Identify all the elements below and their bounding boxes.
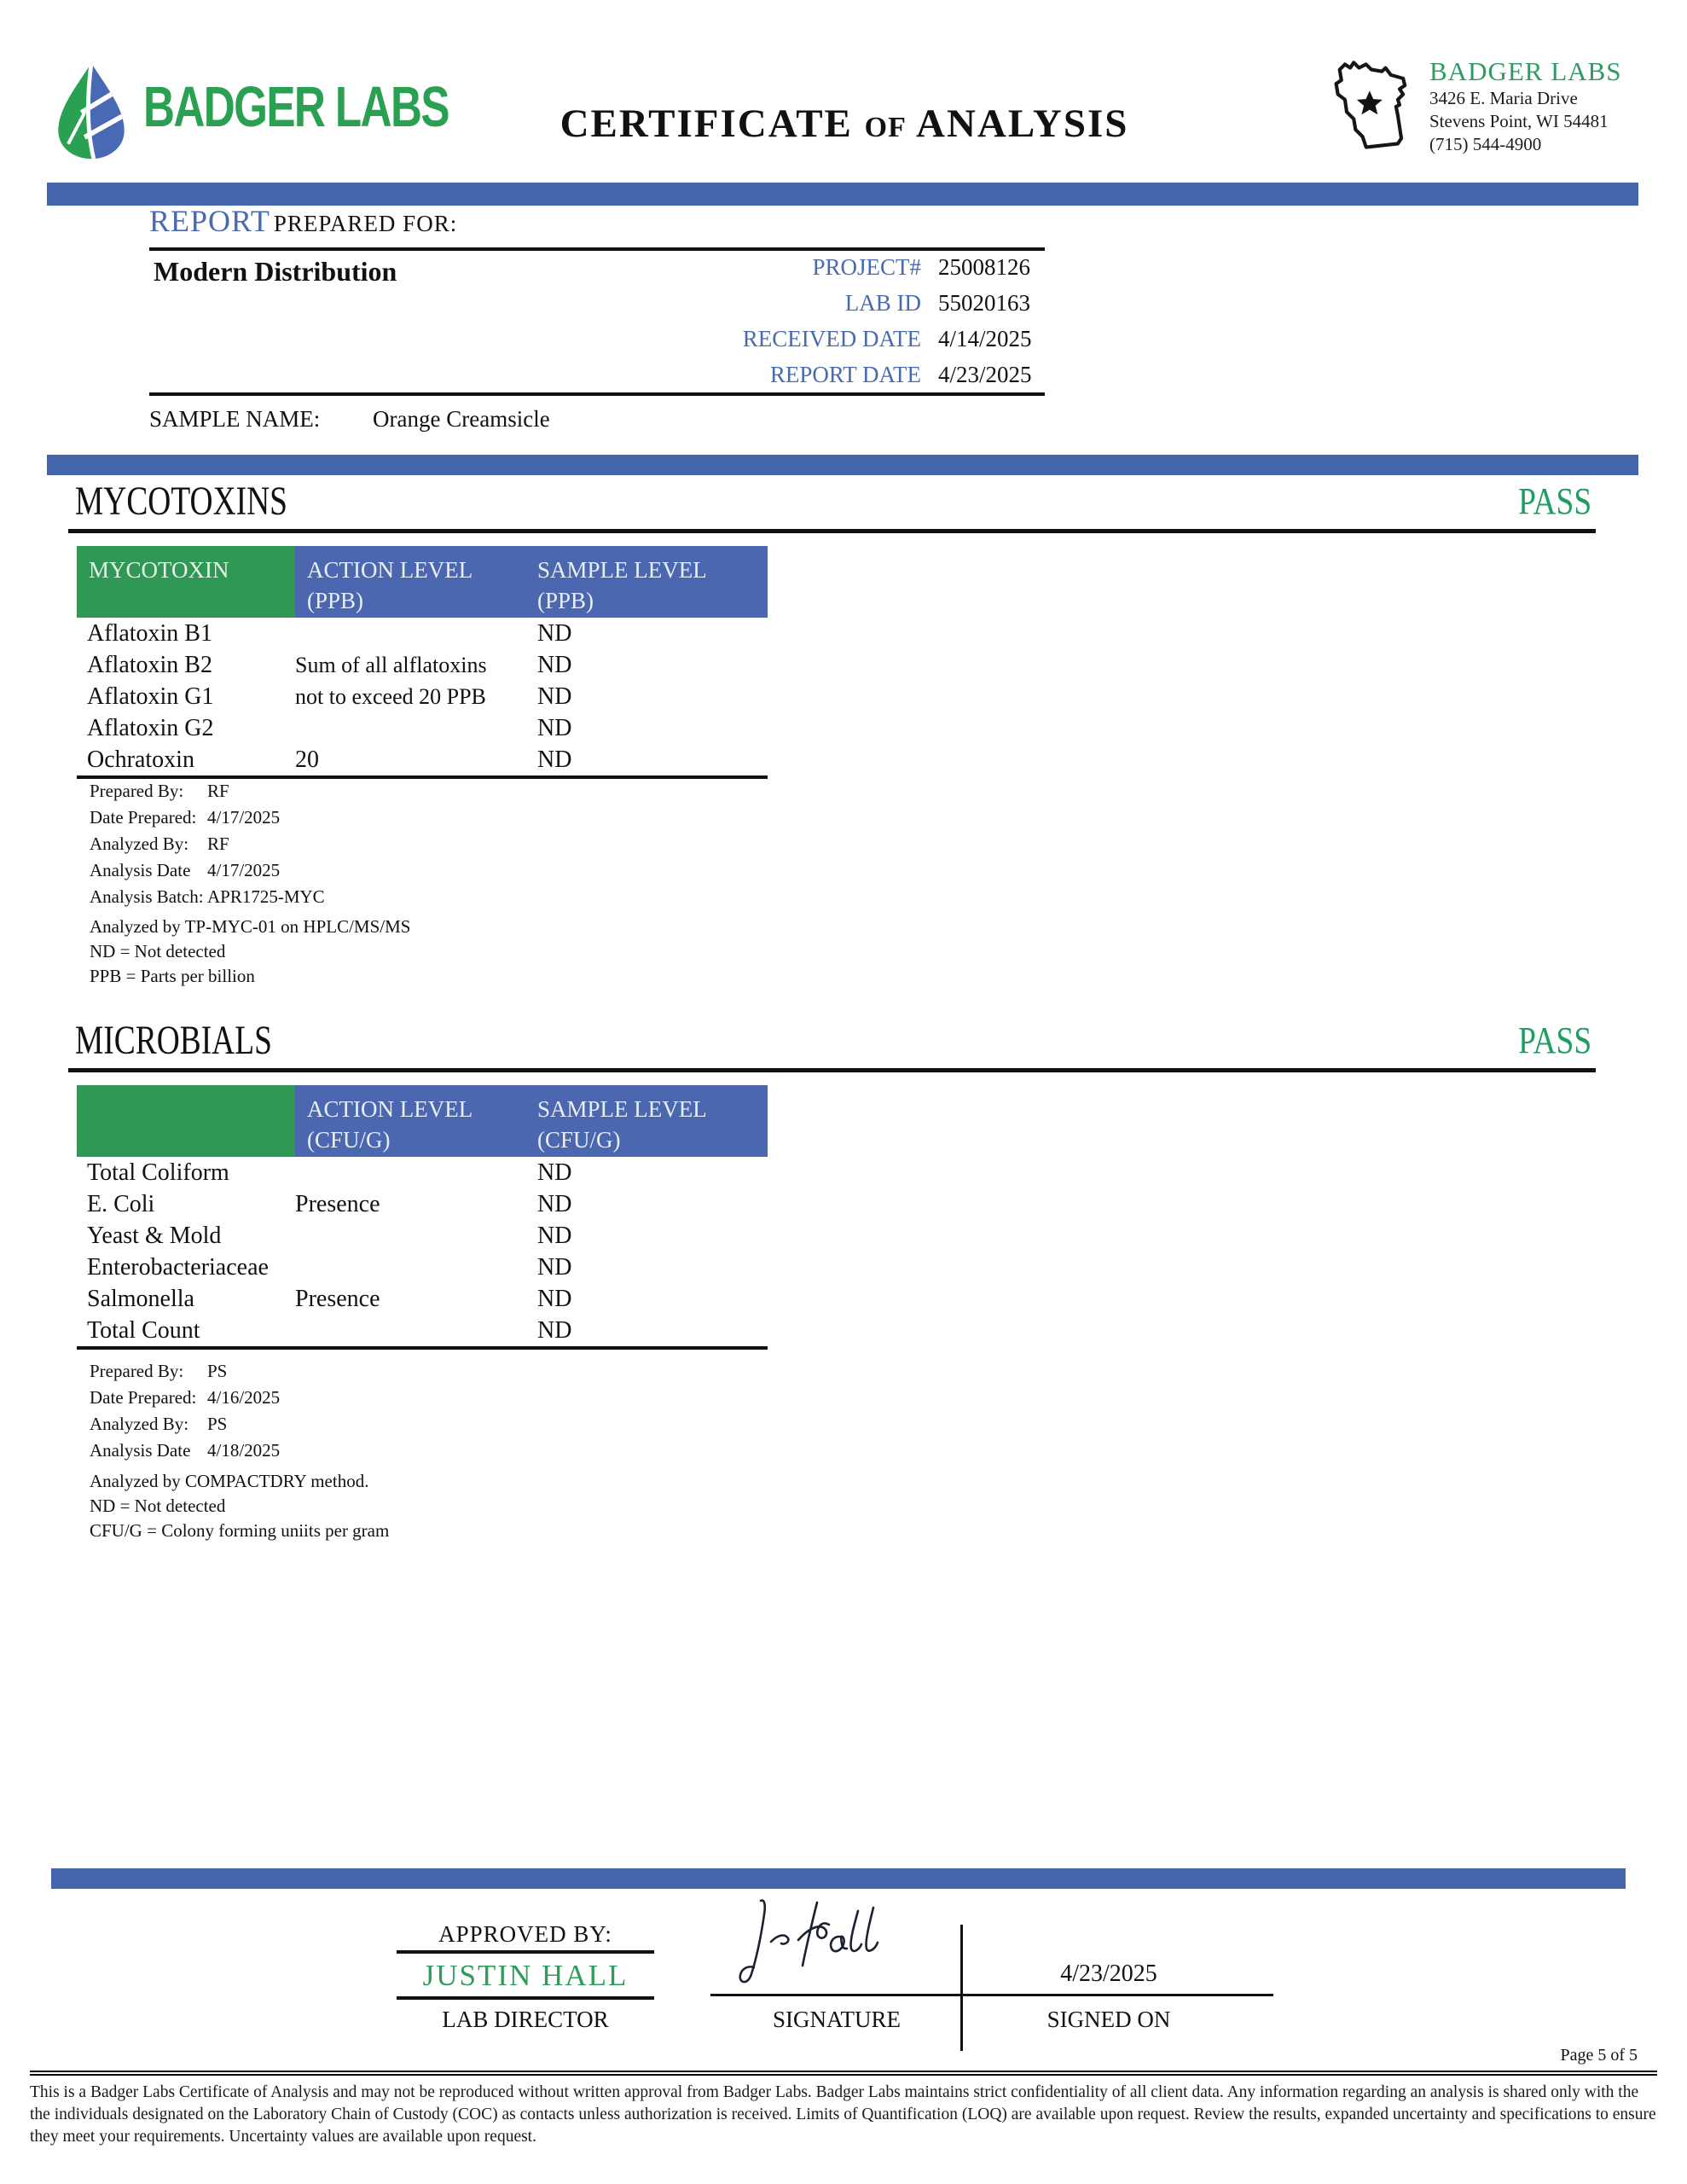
lab-id-value: 55020163 bbox=[938, 290, 1030, 316]
microbials-meta: Prepared By: PS Date Prepared: 4/16/2025 Analyzed By: PS Analysis Date 4/18/2025 bbox=[90, 1361, 281, 1461]
microbials-heading-rule bbox=[68, 1068, 1596, 1072]
report-date-row bbox=[546, 362, 1049, 388]
leaf-drop-logo-icon bbox=[49, 61, 133, 165]
project-number-value: 25008126 bbox=[938, 254, 1030, 280]
table-row: Salmonella Presence ND bbox=[87, 1285, 572, 1312]
lab-address-line2: Stevens Point, WI 54481 bbox=[1429, 111, 1609, 131]
mycotoxin-column-header: MYCOTOXIN bbox=[77, 546, 295, 618]
client-name: Modern Distribution bbox=[154, 256, 397, 287]
table-row: Aflatoxin B1 ND bbox=[87, 619, 572, 647]
table-row: Total Count ND bbox=[87, 1316, 572, 1344]
table-row: E. Coli Presence ND bbox=[87, 1190, 572, 1217]
page-title: CERTIFICATE OF ANALYSIS bbox=[559, 102, 1129, 146]
report-footer-rule bbox=[149, 392, 1045, 396]
page-number: Page 5 of 5 bbox=[1560, 2046, 1638, 2065]
report-date-value: 4/23/2025 bbox=[938, 362, 1032, 387]
prepared-for-label: PREPARED FOR: bbox=[273, 211, 458, 236]
footer-divider-bar bbox=[51, 1868, 1626, 1889]
table-row: Total Coliform ND bbox=[87, 1159, 572, 1186]
lab-id-row bbox=[546, 290, 1049, 317]
lab-id-label: LAB ID bbox=[844, 290, 921, 316]
header-divider-bar bbox=[47, 183, 1638, 206]
lab-name: BADGER LABS bbox=[1429, 56, 1622, 86]
approved-by-rule bbox=[397, 1950, 654, 1954]
badger-labs-wordmark: BADGER LABS bbox=[143, 74, 449, 139]
report-header-rule bbox=[149, 247, 1045, 251]
sample-level-column-header: SAMPLE LEVEL (PPB) bbox=[525, 546, 768, 618]
project-number-label: PROJECT# bbox=[812, 254, 921, 280]
microbials-section-title: MICROBIALS bbox=[75, 1018, 272, 1063]
sample-name-row bbox=[149, 406, 550, 433]
received-date-label: RECEIVED DATE bbox=[742, 326, 921, 351]
mycotoxins-table-header bbox=[77, 546, 768, 618]
approver-title: LAB DIRECTOR bbox=[442, 2007, 609, 2032]
sample-level-column-header: SAMPLE LEVEL (CFU/G) bbox=[525, 1085, 768, 1157]
signed-on-date: 4/23/2025 bbox=[1060, 1960, 1157, 1987]
disclaimer-text: This is a Badger Labs Certificate of Analysis and may not be reproduced without written approval from Badger Labs. Badger Labs maintains strict confidentiality of all client data. Any information regarding an analysis is shared only with the the individuals designated on the Laboratory Chain of Custody (COC) as contacts unless authorization is received. Limits of Quantification (LOQ) are available upon request. Review the results, expanded uncertainty and specifications to ensure they meet your requirements. Uncertainty values are available upon request. bbox=[30, 2083, 1656, 2146]
received-date-row bbox=[546, 326, 1049, 352]
approver-name-rule bbox=[397, 1996, 654, 2000]
action-level-column-header: ACTION LEVEL (CFU/G) bbox=[295, 1085, 525, 1157]
wisconsin-state-icon bbox=[1320, 49, 1426, 168]
approved-by-label: APPROVED BY: bbox=[438, 1921, 612, 1947]
disclaimer-rule bbox=[30, 2071, 1657, 2076]
action-level-column-header: ACTION LEVEL (PPB) bbox=[295, 546, 525, 618]
report-date-label: REPORT DATE bbox=[769, 362, 921, 387]
mycotoxins-section-title: MYCOTOXINS bbox=[75, 479, 287, 524]
report-label: REPORT bbox=[149, 204, 270, 238]
mycotoxins-meta: Prepared By: RF Date Prepared: 4/17/2025 Analyzed By: RF Analysis Date 4/17/2025 Analysis Batch: APR1725-MYC bbox=[90, 781, 325, 907]
project-number-row bbox=[546, 254, 1049, 281]
lab-address-block bbox=[1429, 56, 1621, 156]
table-row: Ochratoxin 20 ND bbox=[87, 746, 572, 773]
signature-label: SIGNATURE bbox=[772, 2007, 901, 2032]
table-row: Aflatoxin B2 Sum of all alflatoxins ND bbox=[87, 651, 572, 678]
mycotoxins-heading-rule bbox=[68, 529, 1596, 533]
sample-name-value: Orange Creamsicle bbox=[373, 406, 550, 432]
signed-on-label: SIGNED ON bbox=[1046, 2007, 1171, 2032]
microbials-notes: Analyzed by COMPACTDRY method. ND = Not detected CFU/G = Colony forming uniits per gram bbox=[90, 1471, 390, 1541]
microbials-table bbox=[77, 1085, 768, 1350]
table-row: Yeast & Mold ND bbox=[87, 1222, 572, 1249]
mycotoxins-table bbox=[77, 546, 768, 779]
microbials-table-header bbox=[77, 1085, 768, 1157]
mycotoxins-notes: Analyzed by TP-MYC-01 on HPLC/MS/MS ND = Not detected PPB = Parts per billion bbox=[90, 916, 411, 986]
table-row: Enterobacteriaceae ND bbox=[87, 1253, 572, 1281]
approver-name: JUSTIN HALL bbox=[422, 1959, 629, 1992]
lab-phone: (715) 544-4900 bbox=[1429, 134, 1542, 154]
mycotoxins-section-bar bbox=[47, 455, 1638, 475]
sample-name-label: SAMPLE NAME: bbox=[149, 406, 321, 432]
received-date-value: 4/14/2025 bbox=[938, 326, 1032, 351]
mycotoxins-status-badge: PASS bbox=[1518, 480, 1591, 522]
table-row: Aflatoxin G2 ND bbox=[87, 714, 572, 741]
signature-rule bbox=[710, 1994, 1273, 1996]
table-row: Aflatoxin G1 not to exceed 20 PPB ND bbox=[87, 682, 572, 710]
microbial-column-header bbox=[77, 1085, 295, 1157]
signature-image bbox=[732, 1892, 936, 1999]
report-prepared-for-heading bbox=[149, 203, 457, 239]
lab-address-line1: 3426 E. Maria Drive bbox=[1429, 88, 1578, 108]
microbials-status-badge: PASS bbox=[1518, 1019, 1591, 1061]
